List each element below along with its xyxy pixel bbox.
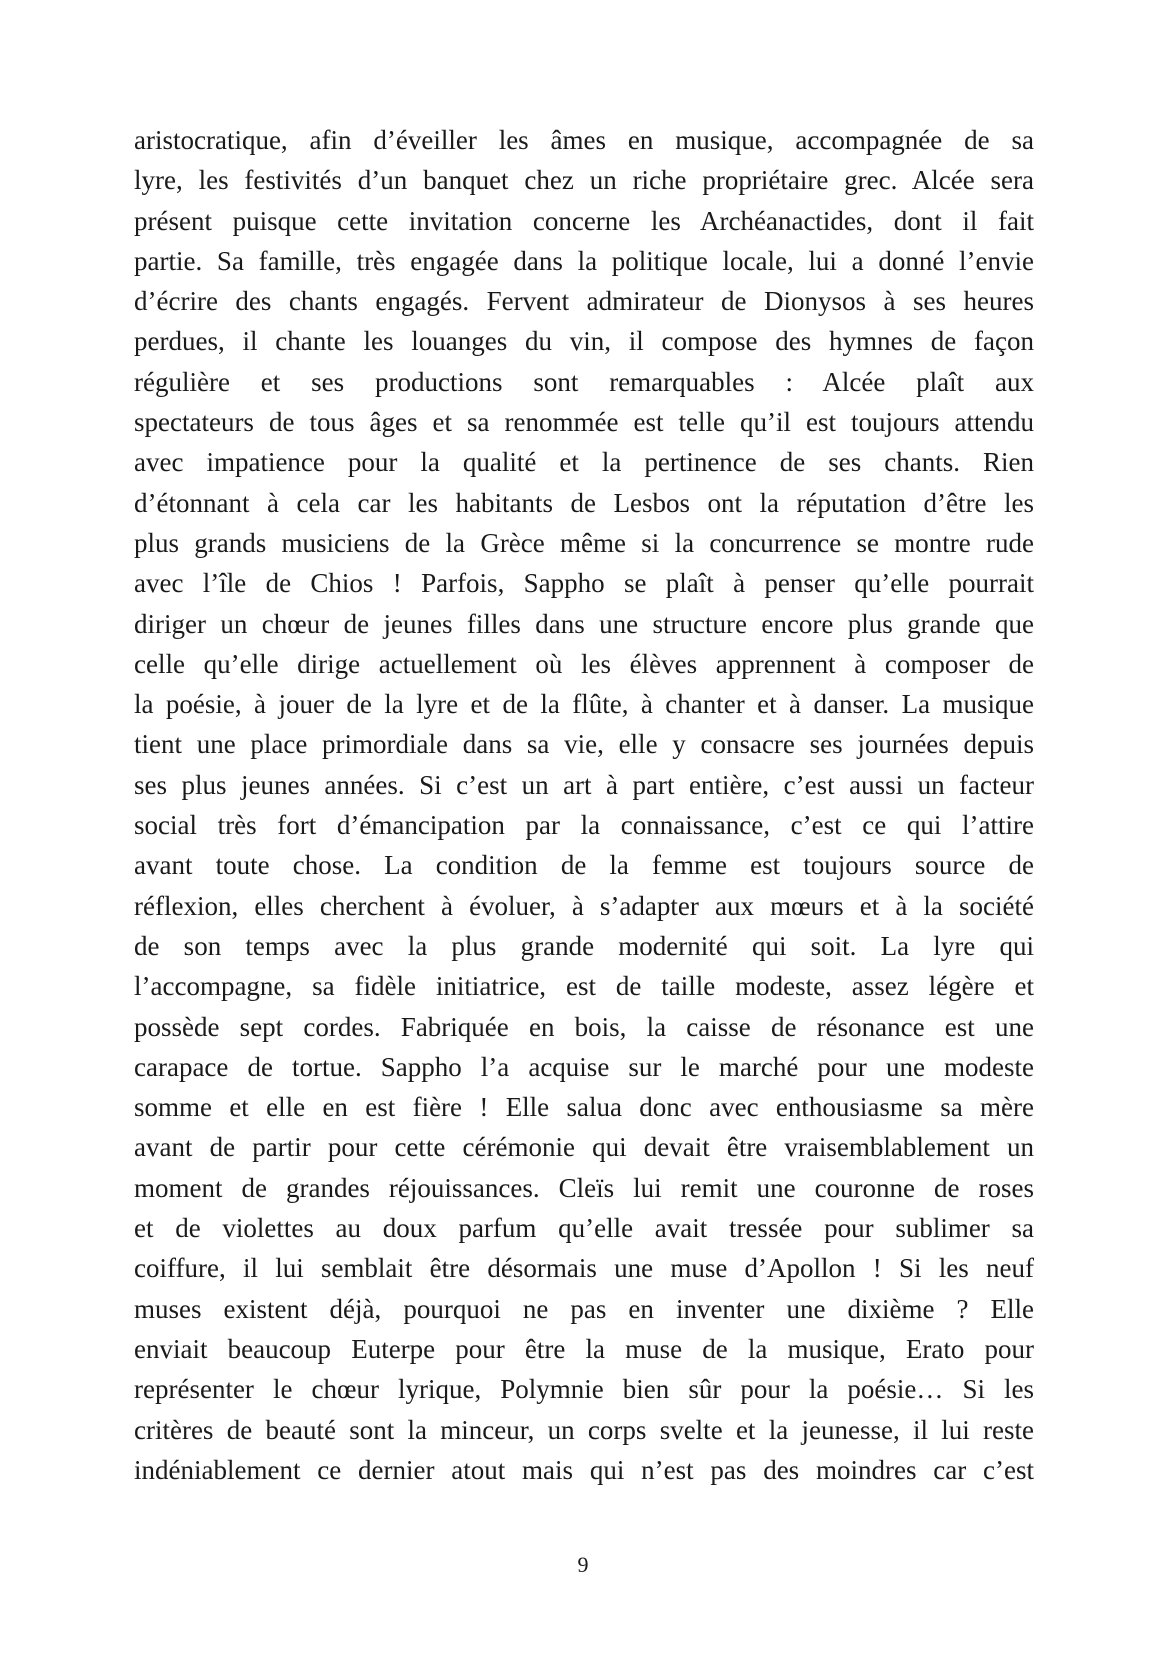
text-line: partie. Sa famille, très engagée dans la politique locale, lui a donné l’envie	[134, 245, 1034, 276]
text-line: de son temps avec la plus grande modernité qui soit. La lyre qui	[134, 930, 1034, 961]
text-line: réflexion, elles cherchent à évoluer, à s’adapter aux mœurs et à la société	[134, 890, 1034, 921]
text-line: d’écrire des chants engagés. Fervent admirateur de Dionysos à ses heures	[134, 286, 1034, 317]
text-line: d’étonnant à cela car les habitants de Lesbos ont la réputation d’être les	[134, 487, 1034, 518]
text-line: avec l’île de Chios ! Parfois, Sappho se plaît à penser qu’elle pourrait	[134, 568, 1034, 599]
text-line: carapace de tortue. Sappho l’a acquise sur le marché pour une modeste	[134, 1051, 1034, 1082]
text-line: somme et elle en est fière ! Elle salua donc avec enthousiasme sa mère	[134, 1092, 1034, 1123]
text-line: régulière et ses productions sont remarquables : Alcée plaît aux	[134, 366, 1034, 397]
text-line: aristocratique, afin d’éveiller les âmes en musique, accompagnée de sa	[134, 125, 1034, 155]
body-text	[134, 120, 1034, 1490]
text-line: représenter le chœur lyrique, Polymnie bien sûr pour la poésie… Si les	[134, 1374, 1034, 1405]
page-number: 9	[577, 1552, 589, 1577]
text-line: ses plus jeunes années. Si c’est un art à part entière, c’est aussi un facteur	[134, 769, 1034, 800]
text-line: moment de grandes réjouissances. Cleïs lui remit une couronne de roses	[134, 1172, 1034, 1203]
text-line: indéniablement ce dernier atout mais qui n’est pas des moindres car c’est	[134, 1454, 1034, 1485]
text-line: critères de beauté sont la minceur, un corps svelte et la jeunesse, il lui reste	[134, 1414, 1034, 1445]
text-line: muses existent déjà, pourquoi ne pas en inventer une dixième ? Elle	[134, 1293, 1034, 1324]
text-line: la poésie, à jouer de la lyre et de la flûte, à chanter et à danser. La musique	[134, 689, 1034, 720]
text-line: plus grands musiciens de la Grèce même si la concurrence se montre rude	[134, 527, 1034, 558]
text-line: l’accompagne, sa fidèle initiatrice, est de taille modeste, assez légère et	[134, 971, 1034, 1002]
text-line: avant de partir pour cette cérémonie qui devait être vraisemblablement un	[134, 1132, 1034, 1163]
text-line: lyre, les festivités d’un banquet chez un riche propriétaire grec. Alcée sera	[134, 165, 1034, 196]
text-line: et de violettes au doux parfum qu’elle avait tressée pour sublimer sa	[134, 1213, 1034, 1244]
text-line: spectateurs de tous âges et sa renommée est telle qu’il est toujours attendu	[134, 407, 1034, 438]
text-line: diriger un chœur de jeunes filles dans une structure encore plus grande que	[134, 608, 1034, 639]
text-line: présent puisque cette invitation concerne les Archéanactides, dont il fait	[134, 205, 1034, 236]
text-line: tient une place primordiale dans sa vie, elle y consacre ses journées depuis	[134, 729, 1034, 760]
text-line: possède sept cordes. Fabriquée en bois, la caisse de résonance est une	[134, 1011, 1034, 1042]
text-line: enviait beaucoup Euterpe pour être la muse de la musique, Erato pour	[134, 1333, 1034, 1364]
text-line: avant toute chose. La condition de la femme est toujours source de	[134, 850, 1034, 881]
text-line: avec impatience pour la qualité et la pertinence de ses chants. Rien	[134, 447, 1034, 478]
text-line: celle qu’elle dirige actuellement où les élèves apprennent à composer de	[134, 648, 1034, 679]
text-line: perdues, il chante les louanges du vin, il compose des hymnes de façon	[134, 326, 1034, 357]
text-line: coiffure, il lui semblait être désormais une muse d’Apollon ! Si les neuf	[134, 1253, 1034, 1284]
text-line: social très fort d’émancipation par la connaissance, c’est ce qui l’attire	[134, 810, 1034, 841]
